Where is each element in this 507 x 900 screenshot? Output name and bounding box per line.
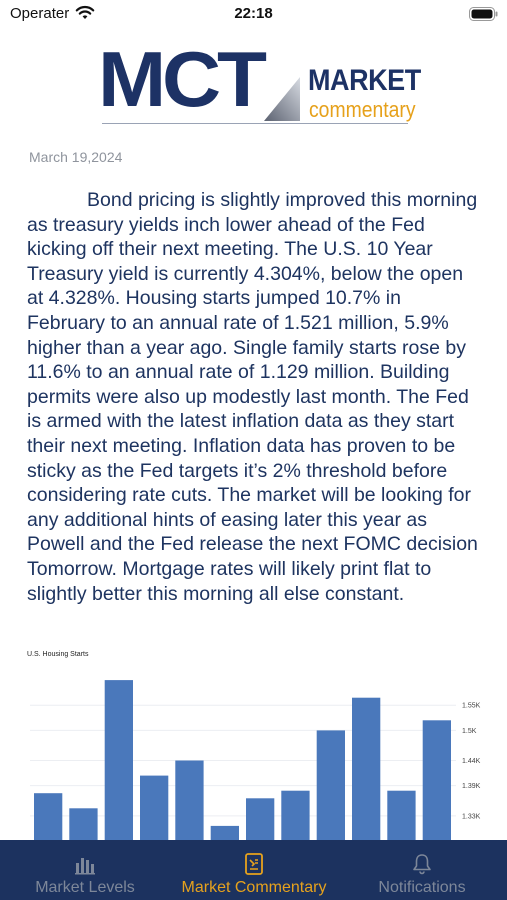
bar-chart-icon [73, 852, 97, 876]
carrier-label: Operater [10, 5, 70, 22]
logo-mct-text: MCT [98, 35, 263, 123]
chart-bar [140, 776, 168, 841]
logo-divider [102, 123, 408, 124]
logo-triangle-mark [264, 77, 300, 121]
logo-market-text: MARKET [308, 64, 421, 97]
article-date: March 19,2024 [29, 149, 123, 165]
logo-commentary-text: commentary [309, 97, 416, 122]
chart-bar [281, 791, 309, 841]
tab-market-levels[interactable] [20, 840, 150, 900]
chart-bar [175, 761, 203, 842]
chart-tick-label: 1.44K [462, 758, 481, 766]
chart-tick-label: 1.5K [462, 727, 477, 735]
tab-notifications-label: Notifications [378, 879, 466, 896]
chart-bar [69, 808, 97, 841]
tab-bar [0, 840, 507, 900]
chart-bar [246, 798, 274, 841]
chart-title: U.S. Housing Starts [27, 651, 89, 658]
article-body[interactable] [27, 188, 483, 636]
chart-bar [423, 720, 451, 841]
chart-bar [34, 793, 62, 841]
tab-market-levels-label: Market Levels [35, 879, 135, 896]
battery-icon [469, 7, 498, 21]
mct-market-commentary-logo [96, 35, 421, 130]
status-time: 22:18 [234, 5, 273, 22]
chart-tick-label: 1.33K [462, 813, 481, 821]
article-paragraph: Bond pricing is slightly improved this morning as treasury yields inch lower ahead of the Fed kicking off their next meeting. The U.S. 10 Year Treasury yield is currently 4.304%, below the open at 4.328%. Housing starts jumped 10.7% in February to an annual rate of 1.521 million, 5.9% higher than a year ago. Single family starts rose by 11.6% to an annual rate of 1.129 million. Building permits were also up modestly last month. The Fed is armed with the latest inflation data as they start their next meeting. Inflation data has proven to be sticky as the Fed targets it’s 2% threshold before considering rate cuts. The market will be looking for any additional hints of easing later this year as Powell and the Fed release the next FOMC decision Tomorrow. Mortgage rates will likely print flat to slightly better this morning all else constant. [27, 189, 478, 605]
tab-market-commentary[interactable] [168, 840, 340, 900]
status-bar [0, 0, 507, 30]
chart-bar [352, 698, 380, 841]
tab-notifications[interactable] [362, 840, 482, 900]
chart-plot [0, 640, 507, 841]
housing-starts-chart [0, 640, 507, 841]
bell-icon [410, 852, 434, 876]
chart-bar [211, 826, 239, 841]
chart-bar [387, 791, 415, 841]
chart-bar [317, 730, 345, 841]
tab-market-commentary-label: Market Commentary [181, 879, 327, 896]
document-icon [242, 852, 266, 876]
chart-tick-label: 1.55K [462, 702, 481, 710]
chart-bar [105, 680, 133, 841]
chart-tick-label: 1.39K [462, 783, 481, 791]
